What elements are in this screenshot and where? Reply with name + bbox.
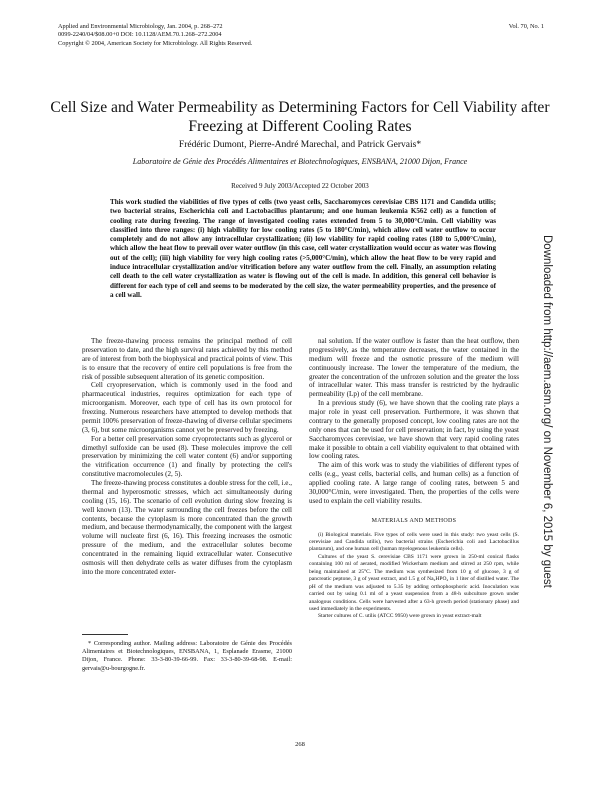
- download-watermark: Downloaded from http://aem.asm.org/ on November 6, 2015 by guest: [541, 235, 553, 588]
- paragraph: Cell cryopreservation, which is commonly used in the food and pharmaceutical industries, requires optimization for each type of microorganism. Moreover, each type of cell has its own protocol for freezing. Numerous researchers have attempted to develop methods that permit 100% preservation of freeze-thawing of diverse cellular specimens (3, 6), but some microorganisms cannot yet be preserved by freezing.: [82, 381, 292, 434]
- corresponding-author-footnote: * Corresponding author. Mailing address: Laboratoire de Génie des Procédés Alimentaires et Biotechnologiques, ENSBANA, 1, Esplanade Erasme, 21000 Dijon, France. Phone: 33-3-80-39-66-99. Fax: 33-3-80-39-68-98. E-mail: gervais@u-bourgogne.fr.: [82, 640, 292, 672]
- journal-citation-line: Applied and Environmental Microbiology, Jan. 2004, p. 268–272: [58, 23, 223, 30]
- body-column-right: [309, 337, 519, 621]
- page-number: 268: [295, 741, 305, 748]
- copyright-line: Copyright © 2004, American Society for Microbiology. All Rights Reserved.: [58, 39, 253, 47]
- paragraph: The freeze-thawing process remains the principal method of cell preservation to date, and the high survival rates achieved by this method are of interest from both the biophysical and practical points of view. This is to ensure that the recovery of entire cell populations is free from the risk of possible subsequent alteration of its genetic composition.: [82, 337, 292, 381]
- paragraph: The freeze-thawing process constitutes a double stress for the cell, i.e., thermal and hyperosmotic stresses, which act simultaneously during cooling (15, 16). The scenario of cell evolution during slow freezing is well known (13). The water surrounding the cell freezes before the cell contents, because the cytoplasm is more concentrated than the growth medium, and because thermodynamically, the component with the largest volume will nucleate first (6, 16). This freezing increases the osmotic pressure of the medium, and the extracellular solutes become concentrated in the remaining liquid extracellular water. Consecutive osmosis will then dehydrate cells as water diffuses from the cytoplasm into the more concentrated exter-: [82, 479, 292, 576]
- doi-line: 0099-2240/04/$08.00+0 DOI: 10.1128/AEM.70.1.268–272.2004: [58, 31, 222, 39]
- paragraph: nal solution. If the water outflow is faster than the heat outflow, then progressively, as the temperature decreases, the water contained in the medium will freeze and the osmotic pressure of the medium will continuously increase. The lower the temperature of the medium, the greater the concentration of the unfrozen solution and the greater the loss of intracellular water. This mass transfer is restricted by the hydraulic permeability (Lp) of the cell membrane.: [309, 337, 519, 399]
- received-date: Received 9 July 2003/Accepted 22 October 2003: [231, 182, 369, 190]
- journal-header: [58, 23, 544, 48]
- affiliation: Laboratoire de Génie des Procédés Alimentaires et Biotechnologiques, ENSBANA, 21000 Dijon, France: [132, 157, 468, 166]
- body-column-left: [82, 337, 292, 577]
- author-list: Frédéric Dumont, Pierre-André Marechal, and Patrick Gervais*: [178, 140, 422, 150]
- paragraph-small: Cultures of the yeast S. cerevisiae CBS 1171 were grown in 250-ml conical flasks containing 100 ml of aerated, modified Wickerham medium and stirred at 250 rpm, while being maintained at 25°C. The medium was synthesized from 10 g of glucose, 3 g of pancreatic peptone, 3 g of yeast extract, and 1.5 g of Na₂HPO₄ in 1 liter of distilled water. The pH of the medium was adjusted to 5.35 by adding orthophosphoric acid. Inoculation was carried out by using 0.1 ml of a yeast suspension from a 48-h subculture grown under analogous conditions. Cells were harvested after a 63-h growth period (stationary phase) and used immediately in the experiments.: [309, 553, 519, 613]
- abstract: This work studied the viabilities of five types of cells (two yeast cells, Saccharomyces cerevisiae CBS 1171 and Candida utilis; two bacterial strains, Escherichia coli and Lactobacillus plantarum; and one human leukemia K562 cell) as a function of cooling rate during freezing. The range of investigated cooling rates extended from 5 to 30,000°C/min. Cell viability was classified into three ranges: (i) high viability for low cooling rates (5 to 180°C/min), which allow cell water outflow to occur completely and do not allow any intracellular crystallization; (ii) low viability for rapid cooling rates (180 to 5,000°C/min), which allow the heat flow to prevail over water outflow (in this case, cell water crystallization would occur as water was flowing out of the cell); (iii) high viability for very high cooling rates (>5,000°C/min), which allow the heat flow to be very rapid and induce intracellular crystallization and/or vitrification before any water outflow from the cell. Finally, an assumption relating cell death to the cell water crystallization as water is flowing out of the cell is made. In addition, this general cell behavior is different for each type of cell and seems to be moderated by the cell size, the water permeability properties, and the presence of a cell wall.: [110, 198, 496, 299]
- footnote-divider: [82, 634, 128, 635]
- paragraph-small: Starter cultures of C. utilis (ATCC 9950) were grown in yeast extract-malt: [318, 613, 482, 620]
- paragraph: In a previous study (6), we have shown that the cooling rate plays a major role in yeast cell preservation. Furthermore, it was shown that contrary to the generally proposed concept, low cooling rates are not the only ones that can be used for cell preservation; in fact, by using the yeast Saccharomyces cerevisiae, we have shown that very rapid cooling rates make it possible to obtain a cell viability equivalent to that obtained with low cooling rates.: [309, 399, 519, 461]
- paragraph: For a better cell preservation some cryoprotectants such as glycerol or dimethyl sulfoxide can be used (8). These molecules improve the cell preservation by minimizing the cell water content (6) and/or supporting the vitrification occurrence (1) and finally by protecting the cell's constitutive macromolecules (2, 5).: [82, 434, 292, 479]
- paragraph-small: (i) Biological materials. Five types of cells were used in this study: two yeast cells (S. cerevisiae and Candida utilis), two bacterial strains (Escherichia coli and Lactobacillus plantarum), and one human cell (human myelogenous leukemia cells).: [309, 531, 519, 553]
- section-heading-materials-methods: MATERIALS AND METHODS: [371, 517, 457, 524]
- paragraph: The aim of this work was to study the viabilities of different types of cells (e.g., yeast cells, bacterial cells, and human cells) as a function of applied cooling rate. A large range of cooling rates, between 5 and 30,000°C/min, were investigated. Then, the properties of the cells were used to explain the cell viability results.: [309, 461, 519, 505]
- volume-number: Vol. 70, No. 1: [508, 23, 544, 30]
- article-title: Cell Size and Water Permeability as Determining Factors for Cell Viability after Freezing at Different Cooling Rates: [50, 99, 550, 135]
